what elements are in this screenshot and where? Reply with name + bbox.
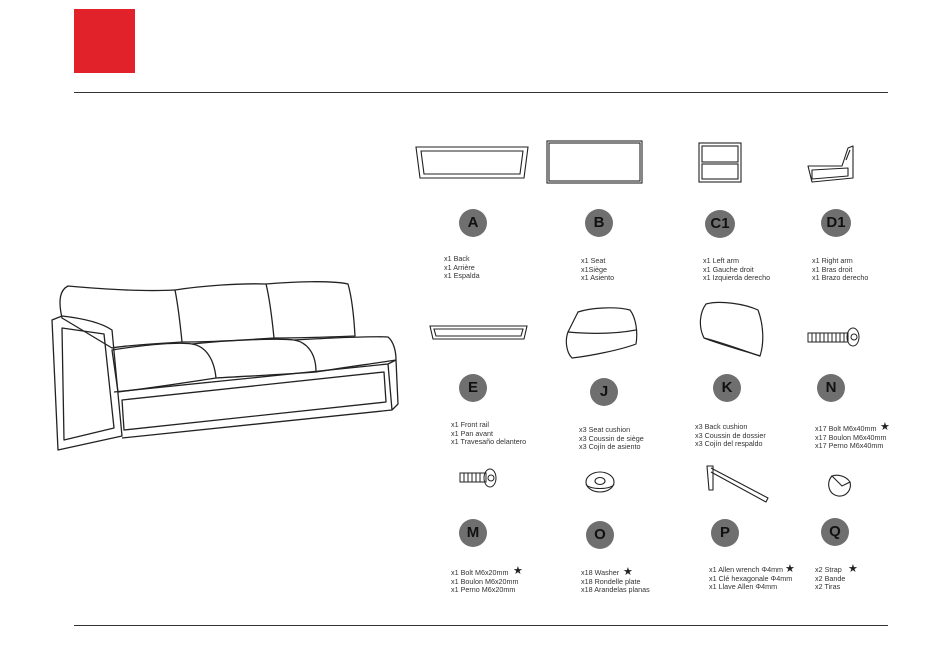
part-q-star-icon: ★ bbox=[848, 563, 858, 575]
part-c1-badge: C1 bbox=[705, 210, 735, 238]
part-b-description bbox=[581, 257, 614, 283]
part-o-line-3: x18 Arandelas planas bbox=[581, 585, 650, 595]
part-q-line-1: x2 Strap bbox=[815, 565, 842, 574]
part-b-badge: B bbox=[585, 209, 613, 237]
part-q-line-2: x2 Bande bbox=[815, 573, 846, 583]
part-p-line-3: x1 Llave Allen Φ4mm bbox=[709, 582, 778, 592]
part-a-description bbox=[444, 255, 480, 281]
part-b-line-3: x1 Asiento bbox=[581, 273, 615, 283]
part-a-line-3: x1 Espalda bbox=[444, 271, 480, 281]
part-a-line-2: x1 Arrière bbox=[444, 262, 475, 272]
part-o-line-1: x18 Washer bbox=[581, 568, 620, 577]
part-p-star-icon: ★ bbox=[785, 563, 795, 575]
part-n-star-icon: ★ bbox=[880, 421, 890, 433]
part-o-badge: O bbox=[586, 521, 614, 549]
part-a-line-1: x1 Back bbox=[444, 254, 470, 263]
part-p-line-1: x1 Allen wrench Φ4mm bbox=[709, 565, 784, 574]
part-q-description bbox=[815, 566, 845, 592]
part-d1-description bbox=[812, 257, 868, 283]
part-c1-line-3: x1 Izquierda derecho bbox=[703, 273, 771, 283]
part-o-star-icon: ★ bbox=[623, 566, 633, 578]
part-a-badge: A bbox=[459, 209, 487, 237]
part-d1-line-3: x1 Brazo derecho bbox=[812, 273, 869, 283]
part-j-description bbox=[579, 426, 644, 452]
part-k-description bbox=[695, 423, 766, 449]
part-m-star-icon: ★ bbox=[513, 565, 523, 577]
part-e-description bbox=[451, 421, 526, 447]
part-e-line-2: x1 Pan avant bbox=[451, 428, 493, 438]
part-m-description bbox=[451, 569, 519, 595]
part-b-line-1: x1 Seat bbox=[581, 256, 606, 265]
part-c1-line-1: x1 Left arm bbox=[703, 256, 739, 265]
part-m-line-1: x1 Bolt M6x20mm bbox=[451, 568, 509, 577]
part-j-line-1: x3 Seat cushion bbox=[579, 425, 631, 434]
part-n-badge: N bbox=[817, 374, 845, 402]
part-p-line-2: x1 Clé hexagonale Φ4mm bbox=[709, 573, 793, 583]
part-j-line-3: x3 Cojín de asiento bbox=[579, 442, 641, 452]
part-k-line-1: x3 Back cushion bbox=[695, 422, 748, 431]
part-e-badge: E bbox=[459, 374, 487, 402]
part-n-description bbox=[815, 425, 887, 451]
part-o-description bbox=[581, 566, 650, 595]
part-c1-description bbox=[703, 257, 770, 283]
part-d1-badge: D1 bbox=[821, 209, 851, 237]
part-b-line-2: x1Siège bbox=[581, 264, 607, 274]
part-k-line-3: x3 Cojín del respaldo bbox=[695, 439, 763, 449]
part-q-badge: Q bbox=[821, 518, 849, 546]
part-m-badge: M bbox=[459, 519, 487, 547]
part-n-line-3: x17 Perno M6x40mm bbox=[815, 441, 884, 451]
part-j-badge: J bbox=[590, 378, 618, 406]
part-k-badge: K bbox=[713, 374, 741, 402]
part-o-line-2: x18 Rondelle plate bbox=[581, 576, 641, 586]
part-d1-line-2: x1 Bras droit bbox=[812, 264, 853, 274]
part-q-line-3: x2 Tiras bbox=[815, 582, 841, 592]
part-k-line-2: x3 Coussin de dossier bbox=[695, 430, 766, 440]
part-j-line-2: x3 Coussin de siège bbox=[579, 433, 644, 443]
part-m-line-2: x1 Boulon M6x20mm bbox=[451, 576, 519, 586]
part-c1-line-2: x1 Gauche droit bbox=[703, 264, 754, 274]
part-e-line-1: x1 Front rail bbox=[451, 420, 489, 429]
part-e-line-3: x1 Travesaño delantero bbox=[451, 437, 527, 447]
part-p-description bbox=[709, 566, 792, 592]
part-d1-line-1: x1 Right arm bbox=[812, 256, 853, 265]
part-n-line-1: x17 Bolt M6x40mm bbox=[815, 424, 877, 433]
part-m-line-3: x1 Perno M6x20mm bbox=[451, 585, 516, 595]
part-p-badge: P bbox=[711, 519, 739, 547]
part-n-line-2: x17 Boulon M6x40mm bbox=[815, 432, 887, 442]
